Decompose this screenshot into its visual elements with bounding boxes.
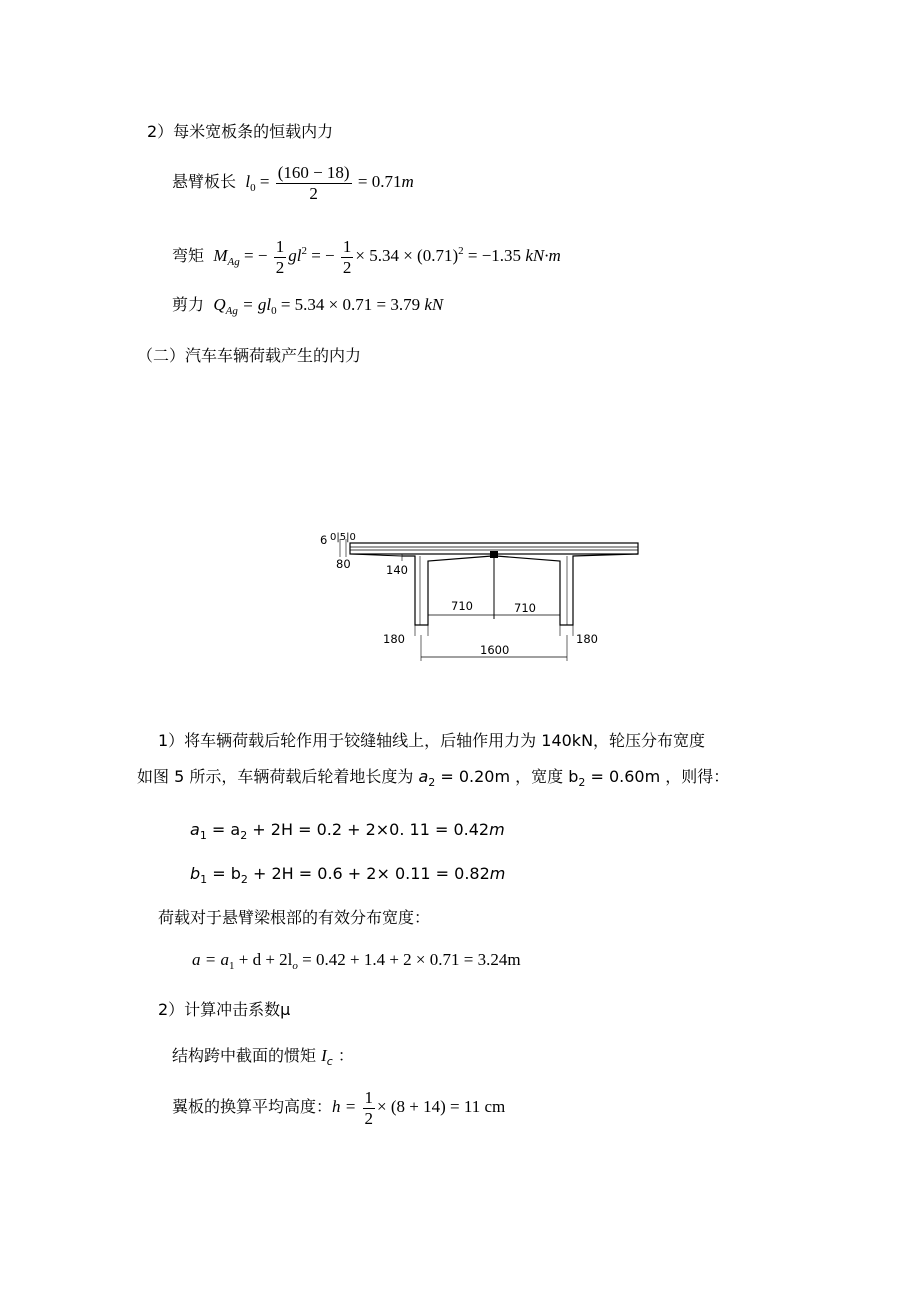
- shear-result: = 5.34 × 0.71 = 3.79: [280, 295, 421, 314]
- dim-140: 140: [386, 563, 408, 577]
- eq-a1-rest: + 2H = 0.2 + 2×0. 11 = 0.42: [247, 820, 490, 839]
- eq-b1-lhs: b: [190, 864, 201, 883]
- cantilever-label: 悬臂板长: [172, 172, 237, 191]
- effective-width-heading: 荷载对于悬臂梁根部的有效分布宽度：: [158, 908, 431, 927]
- moment-mid-sup: 2: [458, 245, 464, 257]
- moment-result: = −1.35: [467, 246, 522, 265]
- section-heading-dead-load: 2）每米宽板条的恒载内力: [147, 122, 334, 141]
- moment-eq2: = −: [311, 246, 335, 265]
- eq-a1-lhs: a: [190, 820, 200, 839]
- moment-frac2-num: 1: [342, 236, 352, 256]
- cantilever-result: = 0.71: [357, 172, 402, 191]
- dim-180-right: 180: [576, 632, 598, 646]
- inertia-symbol: I: [321, 1046, 327, 1065]
- moment-lhs: M: [213, 246, 228, 265]
- paragraph-wheel-load-line1: [158, 730, 705, 752]
- cantilever-lhs: l: [245, 172, 251, 191]
- moment-term-sup: 2: [301, 245, 307, 257]
- symbol-a2-sub: 2: [428, 776, 436, 789]
- shear-eq-sub: 0: [271, 305, 277, 317]
- moment-unit: kN·m: [525, 246, 561, 265]
- shear-unit: kN: [424, 295, 444, 314]
- moment-formula: [172, 231, 561, 282]
- symbol-a2: a: [418, 767, 429, 786]
- moment-lhs-sub: Ag: [227, 256, 240, 268]
- section-heading-vehicle-load: （二）汽车车辆荷载产生的内力: [137, 346, 362, 365]
- cantilever-numerator: (160 − 18): [277, 162, 350, 182]
- moment-frac1-den: 2: [275, 257, 285, 277]
- equation-b1: [190, 863, 505, 891]
- cantilever-unit: m: [401, 172, 414, 191]
- equation-effective-width: [192, 949, 521, 977]
- eq-b1-rest: + 2H = 0.6 + 2× 0.11 = 0.82: [247, 864, 490, 883]
- paragraph-text: 如图 5 所示，车辆荷载后轮着地长度为: [137, 767, 414, 786]
- moment-fraction-2: [341, 237, 354, 278]
- paragraph-wheel-load-line2: [137, 766, 729, 794]
- eq-a1-rhs: = a: [206, 820, 241, 839]
- inertia-colon: ：: [332, 1046, 354, 1065]
- flange-rest: × (8 + 14) = 11 cm: [377, 1097, 506, 1116]
- cantilever-fraction: [276, 163, 352, 204]
- moment-frac1-num: 1: [275, 236, 285, 256]
- moment-mid: × 5.34 × (0.71): [355, 246, 459, 265]
- cantilever-denominator: 2: [309, 183, 318, 203]
- eq-b1-lhs-sub: 1: [200, 873, 208, 886]
- flange-label: 翼板的换算平均高度：: [172, 1097, 333, 1116]
- moment-term: gl: [288, 246, 302, 265]
- moment-fraction-1: [274, 237, 287, 278]
- dim-710-right: 710: [514, 601, 536, 615]
- eq-a-part2: + d + 2l: [234, 950, 293, 969]
- paragraph-text: 1）将车辆荷载后轮作用于铰缝轴线上，后轴作用力为 140kN，轮压分布宽度: [158, 731, 706, 750]
- flange-fraction: [363, 1088, 376, 1129]
- impact-coefficient-heading: 2）计算冲击系数μ: [158, 1000, 291, 1019]
- cantilever-lhs-sub: 0: [250, 182, 256, 194]
- dim-710-left: 710: [451, 599, 473, 613]
- shear-formula: [172, 294, 443, 322]
- eq-a-part1: a = a: [192, 950, 229, 969]
- value-b2: = 0.60m ，则得：: [585, 767, 730, 786]
- dim-180-left: 180: [383, 632, 405, 646]
- inertia-line: [172, 1045, 354, 1073]
- eq-a1-lhs-sub: 1: [199, 829, 207, 842]
- moment-eq1: = −: [244, 246, 268, 265]
- shear-eq: = gl: [242, 295, 272, 314]
- flange-height-line: [172, 1087, 505, 1129]
- dim-top-left: 6: [320, 533, 328, 547]
- eq-a1-rhs-sub: 2: [240, 829, 248, 842]
- eq-a-sub2: o: [292, 960, 298, 972]
- flange-frac-den: 2: [364, 1108, 373, 1128]
- moment-frac2-den: 2: [342, 257, 352, 277]
- flange-frac-num: 1: [364, 1087, 373, 1107]
- inertia-label: 结构跨中截面的惯矩: [172, 1046, 322, 1065]
- hinge-joint-marker: [490, 551, 498, 558]
- shear-lhs-sub: Ag: [225, 305, 238, 317]
- eq-a-sub1: 1: [228, 960, 235, 972]
- dim-top-small: 0|5|0: [330, 532, 356, 543]
- eq-b1-unit: m: [489, 864, 506, 883]
- t-beam-cross-section-diagram: [310, 525, 650, 665]
- dim-80: 80: [336, 557, 351, 571]
- shear-label: 剪力: [172, 295, 205, 314]
- shear-lhs: Q: [213, 295, 226, 314]
- eq-b1-rhs: = b: [207, 864, 241, 883]
- dim-1600: 1600: [480, 643, 510, 657]
- eq-a-part3: = 0.42 + 1.4 + 2 × 0.71 = 3.24m: [297, 950, 521, 969]
- value-a2: = 0.20m ，宽度 b: [435, 767, 579, 786]
- eq-b1-rhs-sub: 2: [240, 873, 248, 886]
- equation-a1: [190, 819, 505, 847]
- symbol-b2-sub: 2: [578, 776, 586, 789]
- cantilever-length-formula: 悬臂板长 $l_0$ = $\frac{(160 - 18)}{2}$ = 0.71m: [172, 162, 414, 203]
- eq-a1-unit: m: [489, 820, 505, 839]
- moment-label: 弯矩: [172, 246, 205, 265]
- flange-lhs: h =: [332, 1097, 357, 1116]
- inertia-symbol-sub: c: [326, 1055, 333, 1068]
